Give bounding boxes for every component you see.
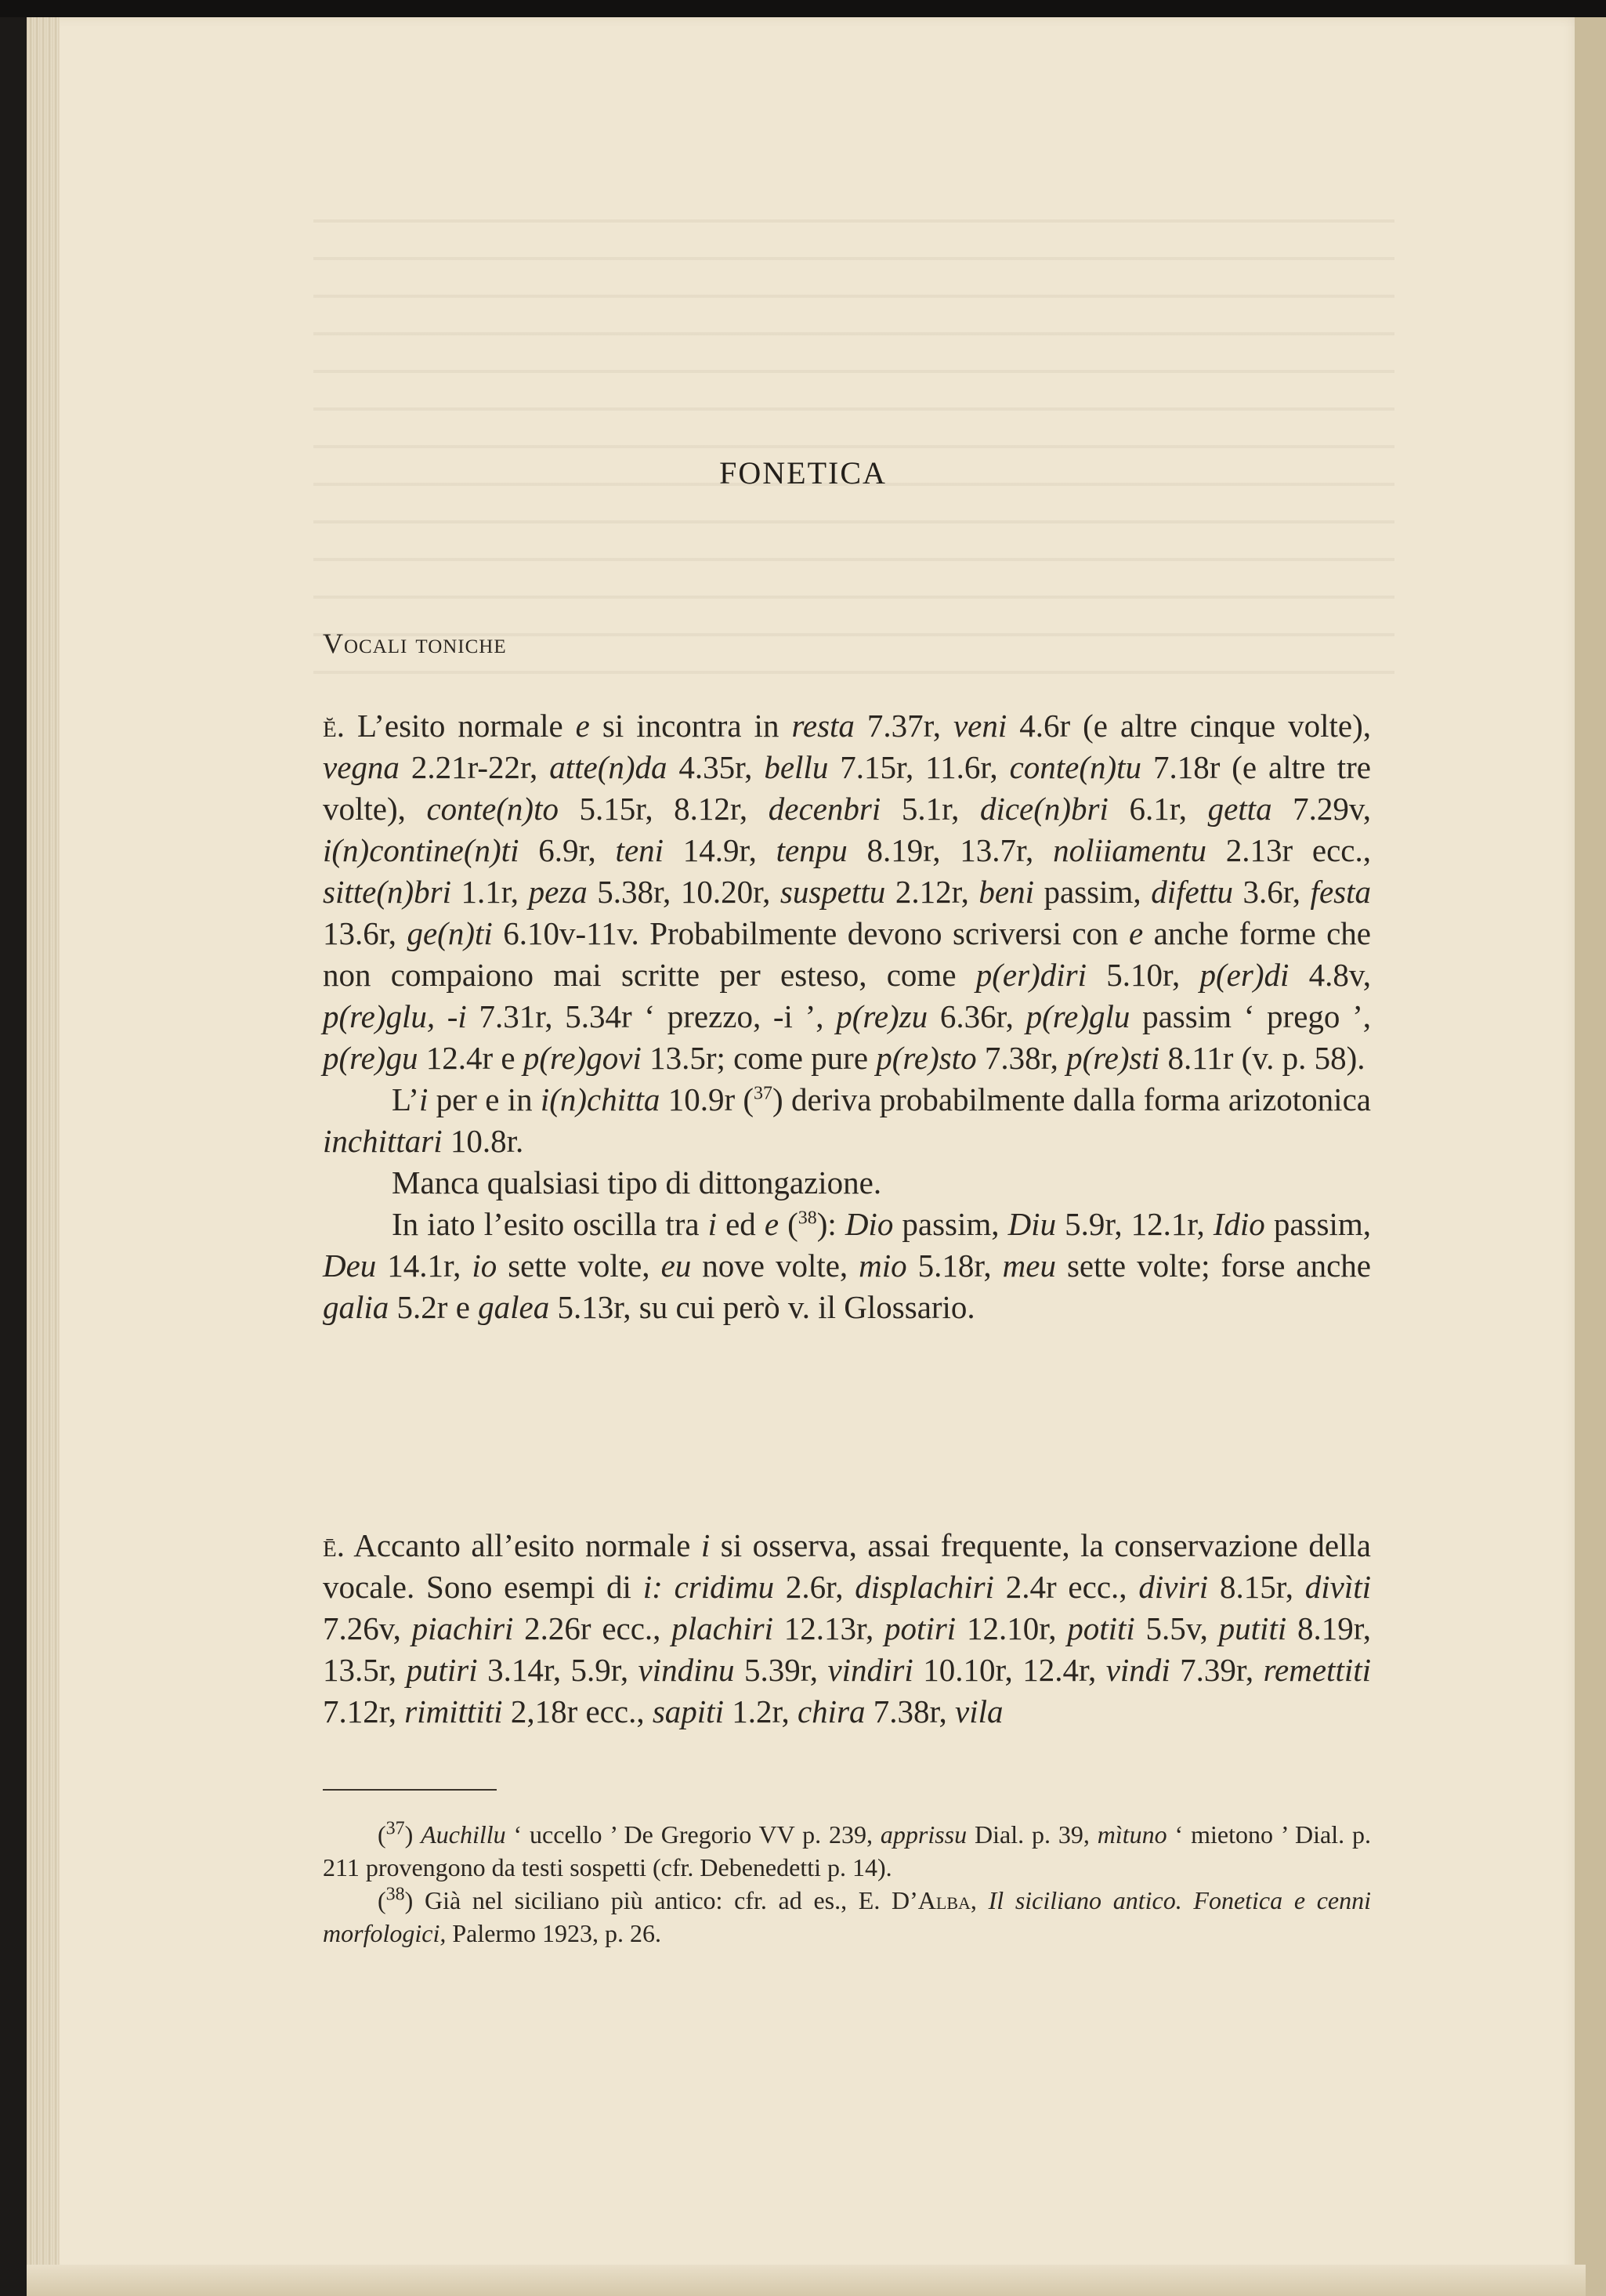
italic-term: conte(n)to	[426, 791, 559, 827]
italic-term: difettu	[1151, 874, 1233, 910]
italic-term: mìtuno	[1097, 1820, 1167, 1849]
text-run: ed	[717, 1206, 765, 1242]
text-run: 3.6r,	[1232, 874, 1311, 910]
text-run: 7.37r,	[854, 708, 953, 744]
italic-term: i:	[642, 1569, 663, 1605]
italic-term: diviri	[1138, 1569, 1209, 1605]
italic-term: noliiamentu	[1053, 832, 1206, 868]
italic-term: bellu	[764, 749, 829, 785]
italic-term: apprissu	[880, 1820, 968, 1849]
italic-term: veni	[953, 708, 1007, 744]
italic-term: sapiti	[652, 1693, 724, 1729]
italic-term: meu	[1002, 1248, 1056, 1284]
text-run: sette volte; forse anche	[1055, 1248, 1372, 1284]
text-run: passim,	[1264, 1206, 1371, 1242]
text-run: passim,	[1033, 874, 1152, 910]
text-run: 6.9r,	[519, 832, 616, 868]
text-run: (	[378, 1886, 386, 1914]
paragraph-label: ĕ.	[323, 708, 345, 744]
text-run: si osserva, assai frequente, la conservazione della vocale. Sono esempi di	[323, 1527, 1371, 1605]
text-run: ,	[970, 1886, 989, 1914]
text-run: 12.4r e	[418, 1040, 523, 1076]
text-run: 2.12r,	[885, 874, 979, 910]
paragraph-label: ē.	[323, 1527, 345, 1563]
italic-term: divìti	[1304, 1569, 1372, 1605]
italic-term: p(re)glu	[1025, 998, 1130, 1034]
footnote-37	[323, 1818, 1371, 1884]
italic-term: resta	[791, 708, 855, 744]
text-run: 13.6r,	[323, 915, 407, 951]
text-run: 2.6r,	[774, 1569, 855, 1605]
italic-term: remettiti	[1263, 1652, 1372, 1688]
text-run: (	[378, 1820, 386, 1849]
text-run: passim ‘ prego ’,	[1130, 998, 1371, 1034]
text-run: 2,18r ecc.,	[502, 1693, 653, 1729]
footnote-ref: 38	[798, 1208, 817, 1229]
italic-term: beni	[978, 874, 1034, 910]
italic-term: io	[472, 1248, 497, 1284]
italic-term: p(er)di	[1199, 957, 1290, 993]
text-run: 4.35r,	[667, 749, 765, 785]
text-run: L’	[392, 1081, 419, 1117]
text-run: Dial. p. 39,	[967, 1820, 1098, 1849]
text-run: anche forme che non compaiono mai scritte per esteso, come	[323, 915, 1372, 993]
paragraph-iato	[323, 1204, 1371, 1328]
paragraph-i	[323, 1079, 1371, 1162]
italic-term: e	[1129, 915, 1144, 951]
bleed-through	[313, 196, 1394, 682]
text-run: )	[404, 1820, 421, 1849]
text-run: 6.36r,	[928, 998, 1026, 1034]
italic-term: vindiri	[827, 1652, 913, 1688]
text-run: si incontra in	[589, 708, 792, 744]
italic-term: piachiri	[411, 1610, 514, 1646]
footnotes	[323, 1818, 1371, 1950]
text-run: 5.18r,	[906, 1248, 1003, 1284]
text-run: 14.9r,	[664, 832, 776, 868]
text-run: 5.2r e	[389, 1289, 479, 1325]
italic-term: ge(n)ti	[407, 915, 493, 951]
book-cover-edge	[1575, 17, 1606, 2296]
italic-term: p(re)sti	[1066, 1040, 1160, 1076]
text-run	[663, 1569, 675, 1605]
italic-term: peza	[528, 874, 588, 910]
text-run: 8.11r (v. p. 58).	[1159, 1040, 1365, 1076]
page-stack-edge	[27, 17, 60, 2274]
text-run: 4.8v,	[1289, 957, 1371, 993]
italic-term: i	[707, 1206, 718, 1242]
text-run: 10.9r (	[660, 1081, 754, 1117]
text-run: 8.15r,	[1208, 1569, 1305, 1605]
text-run: 10.10r, 12.4r,	[913, 1652, 1106, 1688]
text-run: 5.9r, 12.1r,	[1056, 1206, 1214, 1242]
italic-term: potiri	[884, 1610, 957, 1646]
italic-term: p(er)diri	[975, 957, 1087, 993]
italic-term: getta	[1207, 791, 1272, 827]
text-run: 2.13r ecc.,	[1206, 832, 1372, 868]
italic-term: p(re)sto	[876, 1040, 977, 1076]
italic-term: vindinu	[638, 1652, 735, 1688]
text-run: ):	[816, 1206, 845, 1242]
text-run: ) Già nel siciliano più antico: cfr. ad es., E. D’	[404, 1886, 918, 1914]
italic-term: Deu	[323, 1248, 377, 1284]
italic-term: Idio	[1213, 1206, 1265, 1242]
text-run: 7.26v,	[323, 1610, 412, 1646]
text-run: In iato l’esito oscilla tra	[392, 1206, 708, 1242]
italic-term: galea	[478, 1289, 550, 1325]
footnote-38	[323, 1884, 1371, 1950]
italic-term: Auchillu	[421, 1820, 506, 1849]
italic-term: Il siciliano antico. Fonetica e cenni morfologici,	[323, 1886, 1372, 1947]
italic-term: teni	[615, 832, 664, 868]
italic-term: vindi	[1105, 1652, 1170, 1688]
text-run: 7.38r,	[976, 1040, 1067, 1076]
italic-term: p(re)glu, -i	[323, 998, 467, 1034]
italic-term: cridimu	[674, 1569, 775, 1605]
italic-term: rimittiti	[404, 1693, 503, 1729]
text-run: 5.5v,	[1134, 1610, 1219, 1646]
text-run: ) deriva probabilmente dalla forma arizotonica	[772, 1081, 1371, 1117]
text-run: 5.15r, 8.12r,	[558, 791, 769, 827]
text-run: passim,	[893, 1206, 1008, 1242]
italic-term: mio	[859, 1248, 907, 1284]
text-run: 5.39r,	[734, 1652, 828, 1688]
text-run: 1.2r,	[723, 1693, 798, 1729]
text-run: L’esito normale	[344, 708, 576, 744]
section-heading: Vocali toniche	[323, 628, 507, 659]
italic-term: conte(n)tu	[1009, 749, 1142, 785]
text-run: sette volte,	[497, 1248, 661, 1284]
text-run: 6.1r,	[1108, 791, 1208, 827]
text-run: 7.39r,	[1170, 1652, 1264, 1688]
text-run: ‘ uccello ’ De Gregorio VV p. 239,	[505, 1820, 881, 1849]
italic-term: vegna	[323, 749, 400, 785]
text-run: 7.29v,	[1271, 791, 1372, 827]
text-run: 2.4r ecc.,	[993, 1569, 1139, 1605]
text-run: 14.1r,	[376, 1248, 472, 1284]
italic-term: displachiri	[855, 1569, 994, 1605]
text-run: 7.12r,	[323, 1693, 405, 1729]
italic-term: vila	[955, 1693, 1004, 1729]
italic-term: p(re)govi	[523, 1040, 642, 1076]
paragraph-e-open	[323, 705, 1371, 1079]
italic-term: eu	[660, 1248, 692, 1284]
italic-term: putiti	[1218, 1610, 1287, 1646]
italic-term: e	[575, 708, 590, 744]
text-run: 5.1r,	[881, 791, 980, 827]
italic-term: putiri	[406, 1652, 478, 1688]
italic-term: i(n)chitta	[540, 1081, 660, 1117]
page-title: FONETICA	[719, 455, 887, 491]
italic-term: potiti	[1067, 1610, 1135, 1646]
text-run: 7.15r, 11.6r,	[828, 749, 1010, 785]
text-run: ‘ mietono ’ Dial. p. 211 provengono da testi sospetti (cfr. Debenedetti p. 14).	[323, 1820, 1372, 1881]
text-run: 4.6r (e altre cinque volte),	[1007, 708, 1371, 744]
paragraph-e-long	[323, 1525, 1371, 1733]
text-run: 7.38r,	[865, 1693, 956, 1729]
italic-term: decenbri	[768, 791, 881, 827]
italic-term: dice(n)bri	[979, 791, 1109, 827]
italic-term: plachiri	[671, 1610, 774, 1646]
text-run: 5.13r, su cui però v. il Glossario.	[549, 1289, 975, 1325]
text-run: 5.10r,	[1086, 957, 1200, 993]
text-run: 1.1r,	[450, 874, 529, 910]
text-run: nove volte,	[691, 1248, 859, 1284]
text-run: 5.38r, 10.20r,	[587, 874, 780, 910]
italic-term: chira	[797, 1693, 866, 1729]
italic-term: i	[700, 1527, 711, 1563]
italic-term: Diu	[1007, 1206, 1057, 1242]
italic-term: Dio	[845, 1206, 894, 1242]
text-run: 2.21r-22r,	[399, 749, 550, 785]
text-run: (	[779, 1206, 798, 1242]
footnote-ref: 37	[754, 1083, 773, 1104]
body-text-part2	[323, 1525, 1371, 1733]
italic-term: i	[418, 1081, 429, 1117]
text-run: Palermo 1923, p. 26.	[446, 1919, 661, 1947]
paragraph-dittongazione: Manca qualsiasi tipo di dittongazione.	[392, 1164, 882, 1201]
text-run: 13.5r; come pure	[641, 1040, 877, 1076]
text-run: 10.8r.	[442, 1123, 524, 1159]
footnote-ref: 37	[385, 1818, 405, 1839]
text-run: 8.19r, 13.7r,	[847, 832, 1054, 868]
text-run: 7.31r, 5.34r ‘ prezzo, -i ’,	[466, 998, 837, 1034]
italic-term: tenpu	[776, 832, 848, 868]
text-run: 8.19r, 13.5r,	[323, 1610, 1372, 1688]
footnote-ref: 38	[385, 1884, 405, 1905]
text-run: Alba	[917, 1886, 971, 1914]
text-run: 3.14r, 5.9r,	[477, 1652, 638, 1688]
text-run: 7.18r (e altre tre volte),	[323, 749, 1371, 827]
text-run: 6.10v-11v. Probabilmente devono scriversi con	[492, 915, 1129, 951]
italic-term: p(re)gu	[323, 1040, 418, 1076]
italic-term: i(n)contine(n)ti	[323, 832, 519, 868]
italic-term: atte(n)da	[549, 749, 667, 785]
text-run: 2.26r ecc.,	[513, 1610, 672, 1646]
italic-term: galia	[323, 1289, 389, 1325]
text-run: Accanto all’esito normale	[344, 1527, 701, 1563]
italic-term: suspettu	[779, 874, 886, 910]
text-run: 12.13r,	[773, 1610, 885, 1646]
italic-term: inchittari	[323, 1123, 443, 1159]
italic-term: e	[764, 1206, 779, 1242]
page-bottom-edge	[27, 2265, 1586, 2296]
text-run: 12.10r,	[956, 1610, 1068, 1646]
footnote-rule	[323, 1789, 497, 1791]
text-run: per e in	[428, 1081, 541, 1117]
italic-term: p(re)zu	[836, 998, 928, 1034]
italic-term: festa	[1310, 874, 1371, 910]
scan-border-top	[0, 0, 1606, 17]
body-text-part1	[323, 705, 1371, 1328]
italic-term: sitte(n)bri	[323, 874, 451, 910]
